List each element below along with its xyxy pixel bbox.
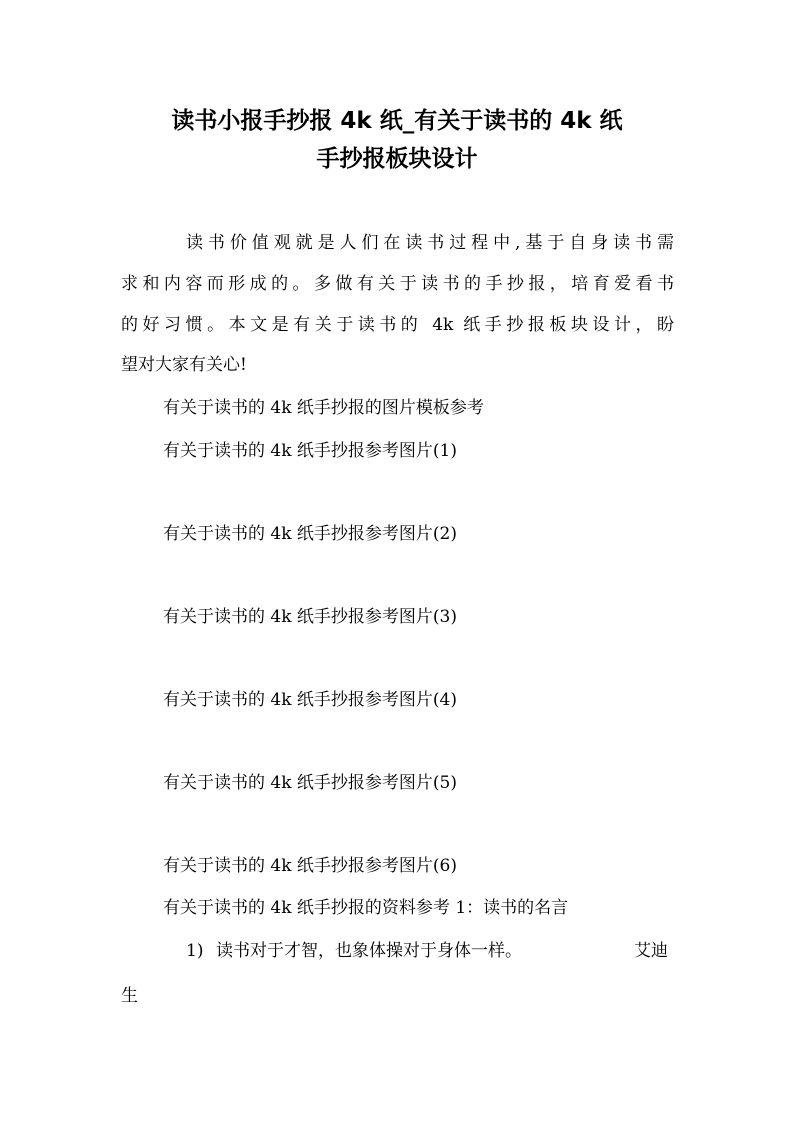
intro-line-3: 的好习惯。本文是有关于读书的 4k 纸手抄报板块设计，盼 [121, 315, 674, 335]
intro-line-4: 望对大家有关心! [121, 355, 247, 375]
document-title-line-1: 读书小报手抄报 4k 纸_有关于读书的 4k 纸 [171, 108, 623, 134]
intro-line-1: 读书价值观就是人们在读书过程中,基于自身读书需 [186, 233, 674, 253]
quote-text: 读书对于才智，也象体操对于身体一样。 [216, 941, 522, 961]
list-item: 有关于读书的 4k 纸手抄报参考图片(4) [163, 690, 458, 710]
list-item: 有关于读书的 4k 纸手抄报参考图片(3) [163, 607, 458, 627]
list-item: 有关于读书的 4k 纸手抄报参考图片(2) [163, 524, 458, 544]
quote-number: 1) [186, 941, 204, 961]
list-item: 有关于读书的 4k 纸手抄报参考图片(5) [163, 773, 458, 793]
list-item: 有关于读书的 4k 纸手抄报的图片模板参考 [163, 398, 484, 418]
list-item: 有关于读书的 4k 纸手抄报参考图片(6) [163, 856, 458, 876]
quote-author-part-1: 艾迪 [634, 941, 668, 961]
list-item: 有关于读书的 4k 纸手抄报的资料参考 1：读书的名言 [163, 898, 569, 918]
intro-line-2: 求和内容而形成的。多做有关于读书的手抄报，培育爱看书 [121, 274, 674, 294]
list-item: 有关于读书的 4k 纸手抄报参考图片(1) [163, 441, 458, 461]
quote-author-part-2: 生 [121, 986, 138, 1006]
document-title-line-2: 手抄报板块设计 [316, 146, 478, 172]
